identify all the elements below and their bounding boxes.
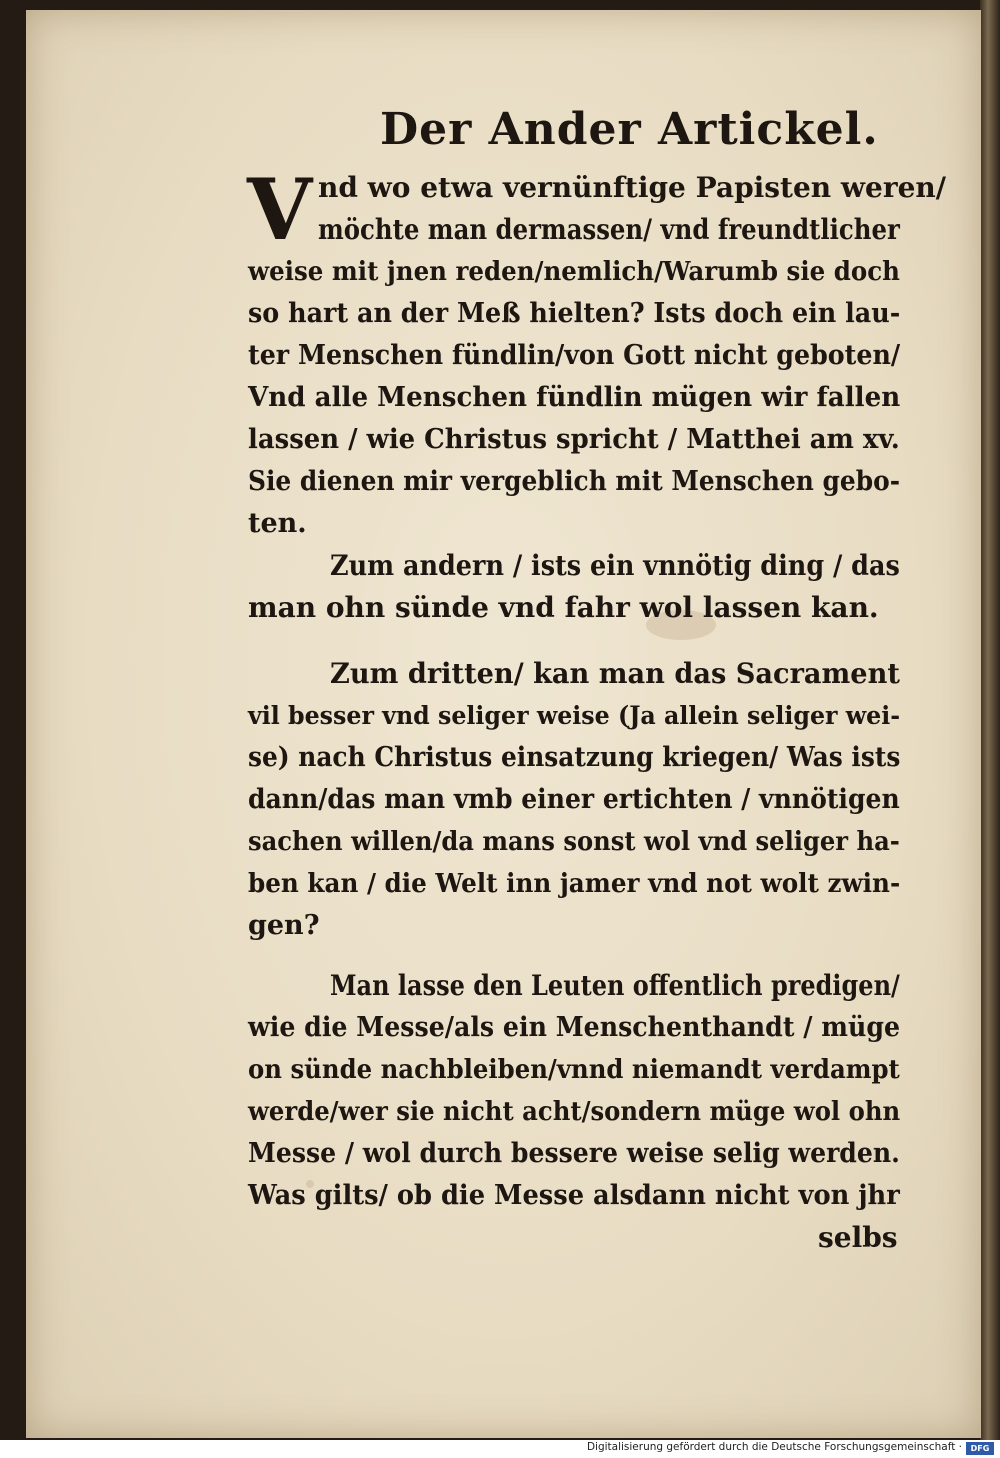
text-line: on sünde nachbleiben/vnnd niemandt verdampt xyxy=(248,1055,900,1085)
text-line: dann/das man vmb einer ertichten / vnnötigen xyxy=(248,784,900,815)
text-line: sachen willen/da mans sonst wol vnd seliger ha- xyxy=(248,827,900,857)
text-line: ter Menschen fündlin/von Gott nicht geboten/ xyxy=(248,340,901,371)
text-line: Messe / wol durch bessere weise selig werden. xyxy=(248,1138,900,1169)
text-line: man ohn sünde vnd fahr wol lassen kan. xyxy=(248,591,879,624)
text-line: lassen / wie Christus spricht / Matthei am xv. xyxy=(248,424,900,455)
text-line: nd wo etwa vernünftige Papisten weren/ xyxy=(318,171,946,204)
text-line: Zum dritten/ kan man das Sacrament xyxy=(330,657,900,690)
text-line: Sie dienen mir vergeblich mit Menschen gebo- xyxy=(248,466,901,497)
text-line: Man lasse den Leuten offentlich predigen/ xyxy=(330,969,900,1002)
text-line: ben kan / die Welt inn jamer vnd not wolt zwin- xyxy=(248,869,901,899)
text-line: weise mit jnen reden/nemlich/Warumb sie doch xyxy=(248,257,900,287)
text-line: wie die Messe/als ein Menschenthandt / müge xyxy=(248,1012,901,1043)
text-line: ten. xyxy=(248,508,307,539)
text-line: vil besser vnd seliger weise (Ja allein seliger wei- xyxy=(248,701,901,730)
text-line: so hart an der Meß hielten? Ists doch ein lau- xyxy=(248,298,901,329)
catchword: selbs xyxy=(818,1221,898,1254)
text-line: möchte man dermassen/ vnd freundtlicher xyxy=(318,213,900,246)
book-spine xyxy=(980,0,1000,1440)
text-line: gen? xyxy=(248,910,320,941)
text-line: Zum andern / ists ein vnnötig ding / das xyxy=(330,549,900,582)
text-line: werde/wer sie nicht acht/sondern müge wol ohn xyxy=(248,1097,901,1127)
text-line: Was gilts/ ob die Messe alsdann nicht von jhr xyxy=(248,1180,900,1211)
page-heading: Der Ander Artickel. xyxy=(380,104,879,155)
text-line: Vnd alle Menschen fündlin mügen wir fallen xyxy=(248,382,901,413)
text-line: se) nach Christus einsatzung kriegen/ Was ists xyxy=(248,742,901,773)
dfg-logo: DFG xyxy=(966,1442,994,1455)
funding-credit: Digitalisierung gefördert durch die Deutsche Forschungsgemeinschaft · xyxy=(586,1441,962,1453)
digitization-footer xyxy=(0,1440,1000,1458)
drop-capital: V xyxy=(247,160,313,259)
